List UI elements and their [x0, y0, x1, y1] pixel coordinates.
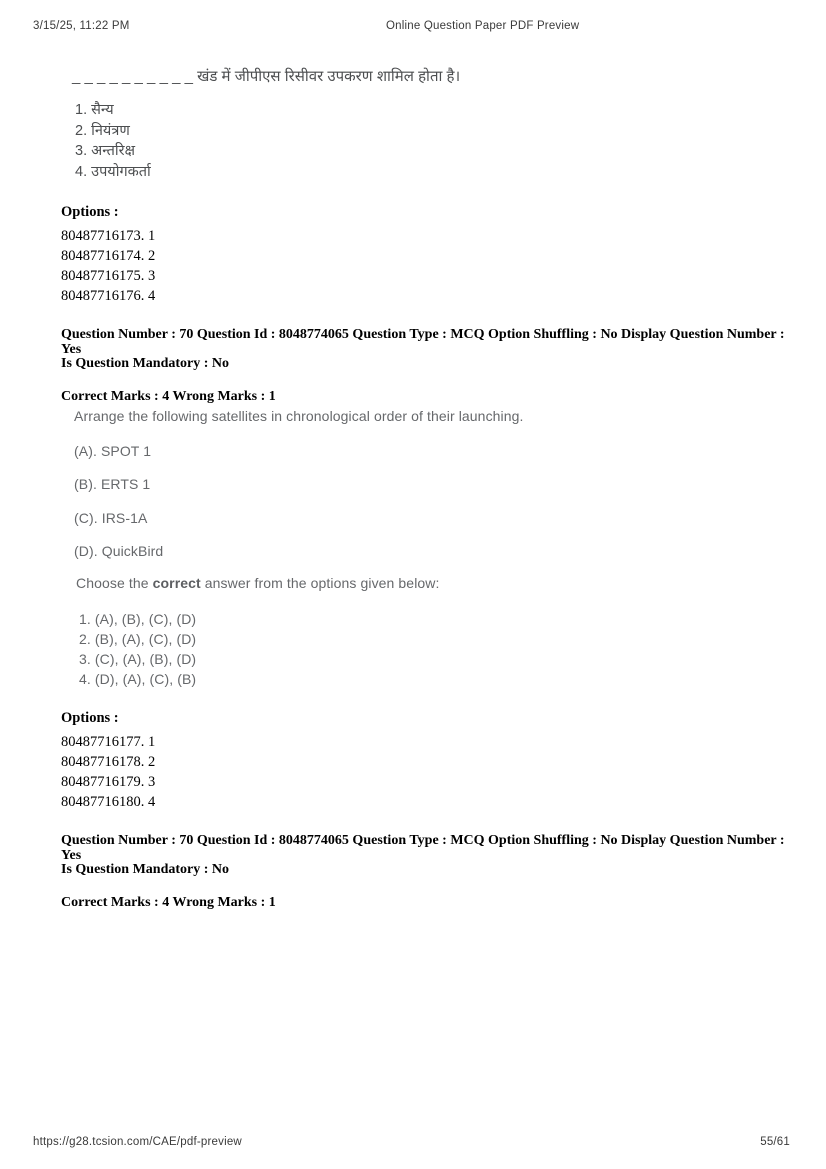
options-label: Options : — [61, 204, 119, 220]
item-a: (A). SPOT 1 — [74, 443, 152, 459]
item-d: (D). QuickBird — [74, 543, 164, 559]
option-id-row: 80487716180. 4 — [61, 794, 156, 810]
choose-prefix: Choose the — [76, 575, 153, 591]
option-id-row: 80487716177. 1 — [61, 734, 156, 750]
option-id-row: 80487716174. 2 — [61, 248, 156, 264]
question-metadata-2 — [61, 834, 786, 910]
options-block-2 — [61, 710, 155, 812]
metadata-marks-line: Correct Marks : 4 Wrong Marks : 1 — [61, 388, 276, 404]
choose-bold-word: correct — [152, 575, 201, 591]
option-id-row: 80487716178. 2 — [61, 754, 156, 770]
question-text-english: Arrange the following satellites in chronological order of their launching. — [74, 408, 524, 424]
options-label: Options : — [61, 710, 119, 726]
question-text-hindi: _ _ _ _ _ _ _ _ _ _ खंड में जीपीएस रिसीवर उपकरण शामिल होता है। — [72, 68, 461, 85]
english-option-3: 3. (C), (A), (B), (D) — [79, 651, 197, 667]
choose-suffix: answer from the options given below: — [200, 575, 440, 591]
options-block-1 — [61, 204, 155, 306]
option-id-row: 80487716175. 3 — [61, 268, 156, 284]
metadata-line-1: Question Number : 70 Question Id : 8048774065 Question Type : MCQ Option Shuffling : No Display Question Number : Yes — [61, 833, 785, 863]
metadata-line-2: Is Question Mandatory : No — [61, 356, 230, 372]
metadata-marks-line: Correct Marks : 4 Wrong Marks : 1 — [61, 894, 276, 910]
question-hindi-options — [75, 100, 151, 183]
choose-answer-line — [76, 575, 440, 591]
page-title: Online Question Paper PDF Preview — [386, 20, 580, 32]
hindi-option-4: 4. उपयोगकर्ता — [75, 164, 151, 181]
english-option-2: 2. (B), (A), (C), (D) — [79, 631, 197, 647]
hindi-option-3: 3. अन्तरिक्ष — [75, 143, 136, 160]
item-c: (C). IRS-1A — [74, 510, 148, 526]
question-metadata-1 — [61, 328, 786, 404]
metadata-line-2: Is Question Mandatory : No — [61, 862, 230, 878]
hindi-option-1: 1. सैन्य — [75, 102, 114, 118]
english-option-4: 4. (D), (A), (C), (B) — [79, 671, 197, 687]
option-id-row: 80487716179. 3 — [61, 774, 156, 790]
option-id-row: 80487716176. 4 — [61, 288, 156, 304]
option-id-row: 80487716173. 1 — [61, 228, 156, 244]
hindi-option-2: 2. नियंत्रण — [75, 122, 130, 139]
metadata-line-1: Question Number : 70 Question Id : 8048774065 Question Type : MCQ Option Shuffling : No Display Question Number : Yes — [61, 327, 785, 357]
print-footer-url: https://g28.tcsion.com/CAE/pdf-preview — [33, 1136, 242, 1148]
question-english-options — [79, 609, 196, 689]
print-footer-page-number: 55/61 — [760, 1136, 790, 1148]
print-datetime: 3/15/25, 11:22 PM — [33, 20, 130, 32]
english-option-1: 1. (A), (B), (C), (D) — [79, 611, 197, 627]
item-b: (B). ERTS 1 — [74, 476, 151, 492]
